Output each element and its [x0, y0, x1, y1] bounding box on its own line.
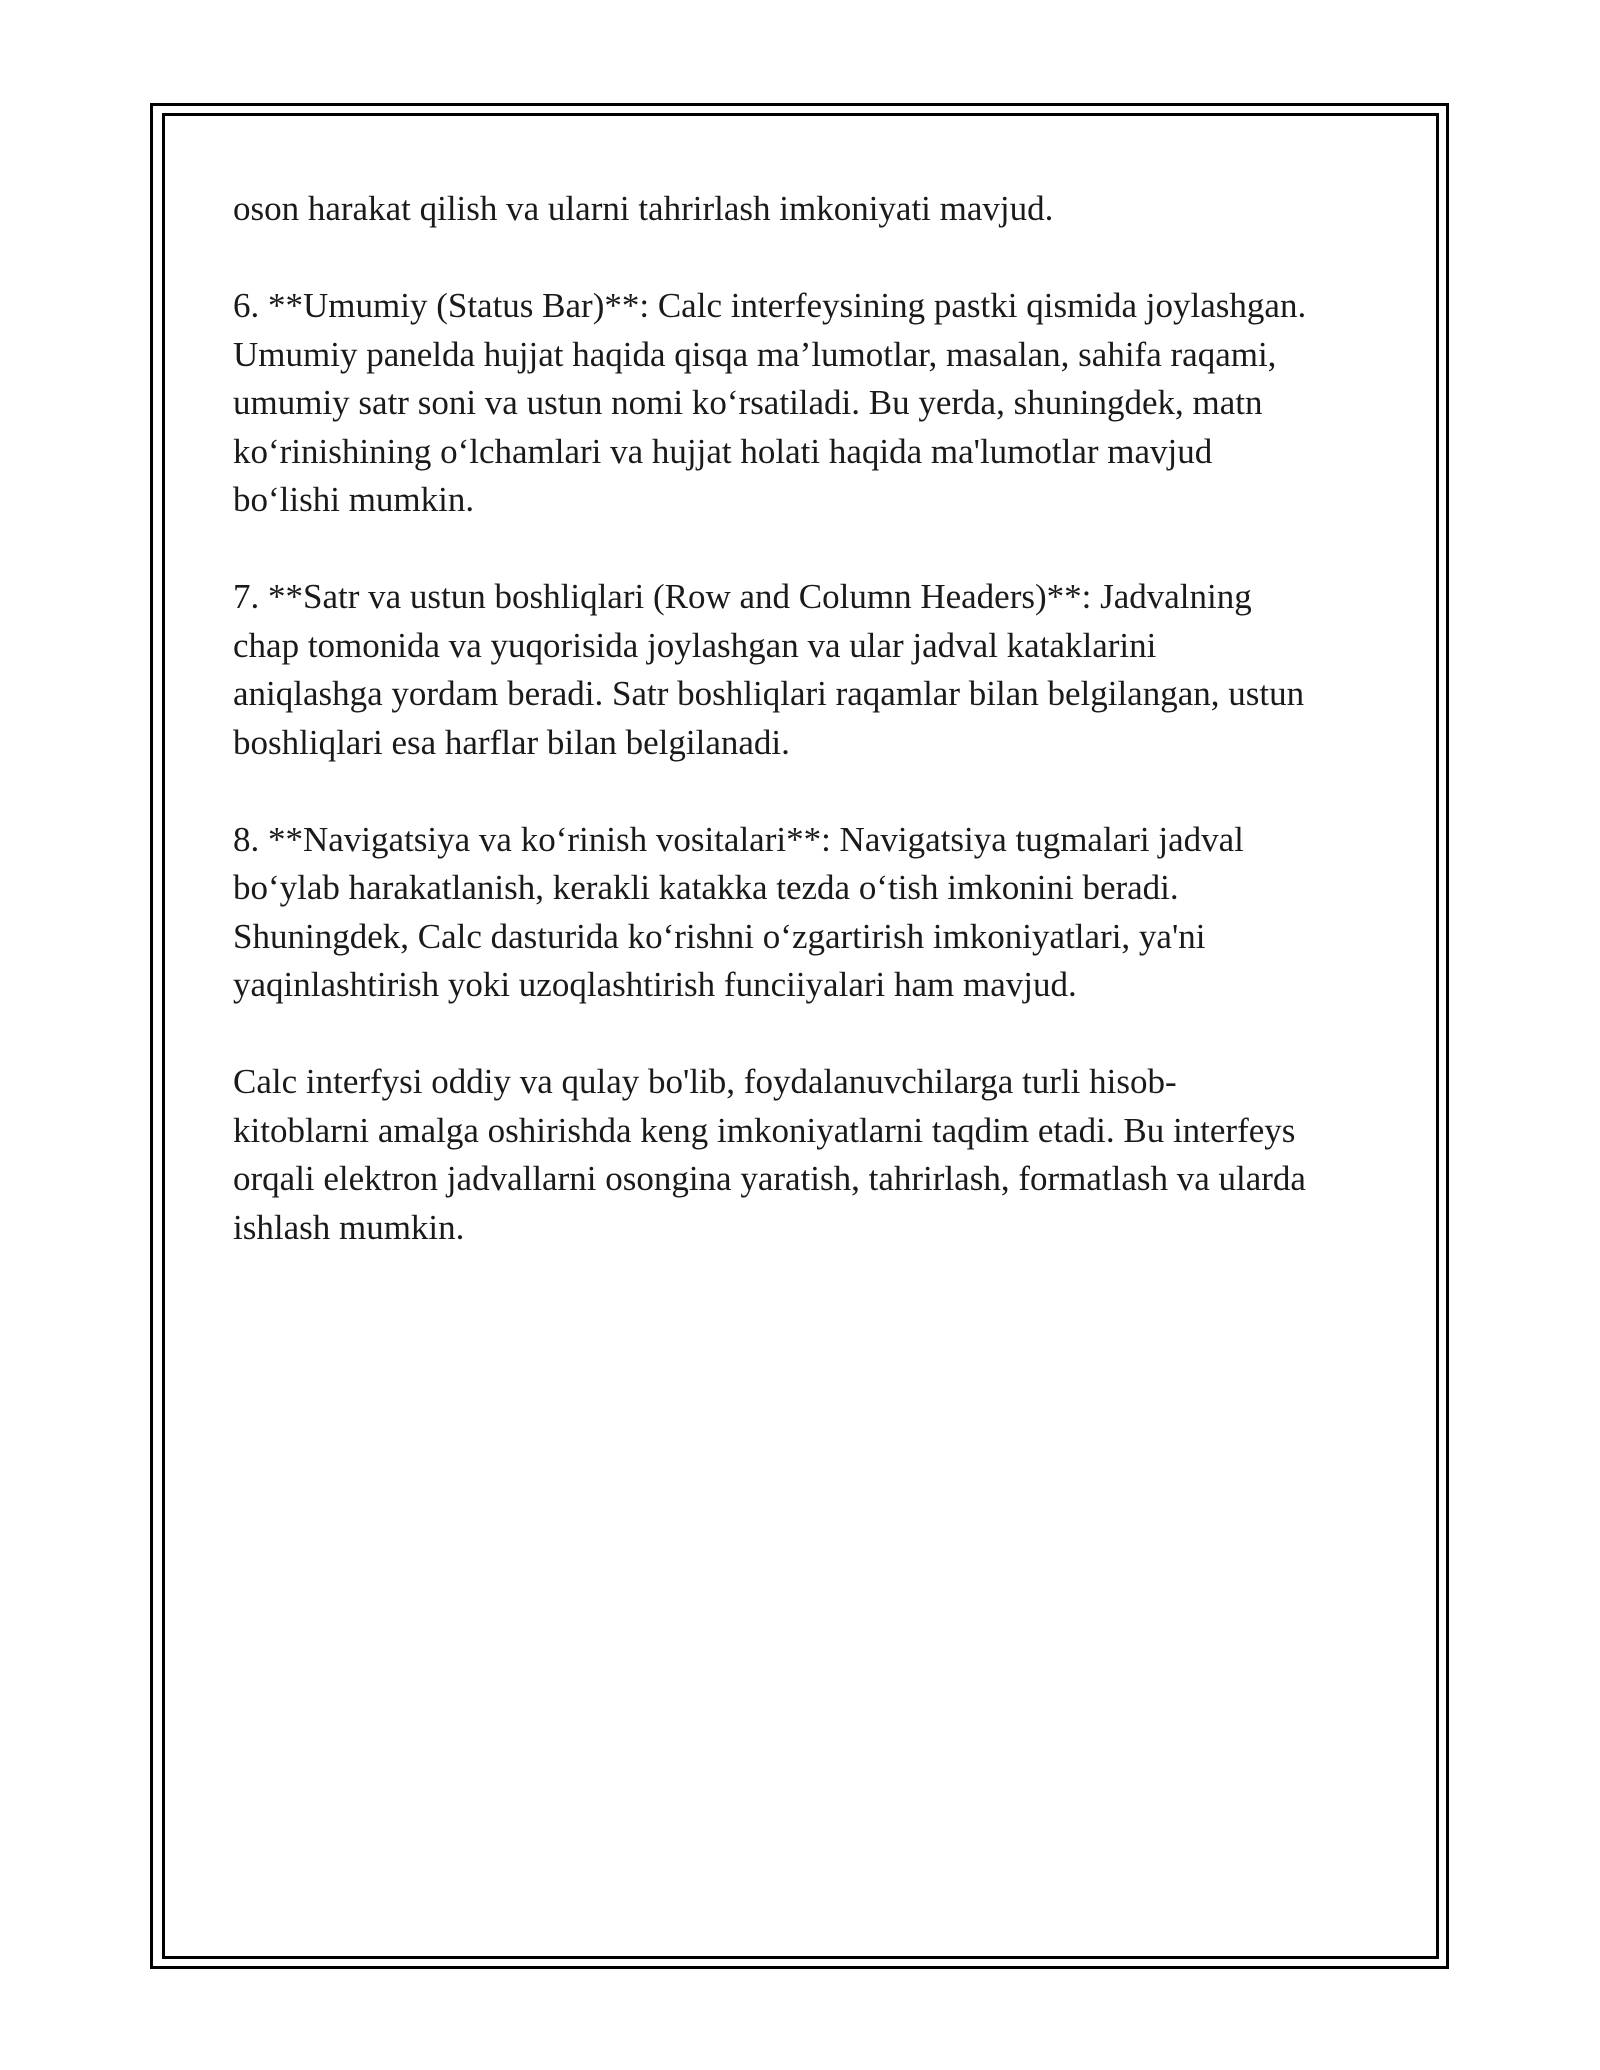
text-line: Umumiy panelda hujjat haqida qisqa ma’lumotlar, masalan, sahifa raqami, [233, 334, 1277, 374]
text-line: boshliqlari esa harflar bilan belgilanadi. [233, 722, 790, 762]
paragraph-gap [233, 525, 1363, 574]
paragraph-gap [233, 1010, 1363, 1059]
text-line: yaqinlashtirish yoki uzoqlashtirish funciiyalari ham mavjud. [233, 965, 1077, 1004]
paragraph-gap [233, 234, 1363, 283]
text-line: aniqlashga yordam beradi. Satr boshliqlari raqamlar bilan belgilangan, ustun [233, 674, 1305, 713]
text-line: 6. **Umumiy (Status Bar)**: Calc interfeysining pastki qismida joylashgan. [233, 286, 1307, 325]
text-line: orqali elektron jadvallarni osongina yaratish, tahrirlash, formatlash va ularda [233, 1159, 1306, 1198]
document-body [233, 185, 1363, 1252]
text-line: chap tomonida va yuqorisida joylashgan va ular jadval kataklarini [233, 625, 1157, 665]
text-line: Calc interfysi oddiy va qulay bo'lib, foydalanuvchilarga turli hisob- [233, 1062, 1177, 1101]
text-line: bo‘ylab harakatlanish, kerakli katakka tezda o‘tish imkonini beradi. [233, 868, 1179, 907]
paragraph-gap [233, 767, 1363, 816]
text-line: 8. **Navigatsiya va ko‘rinish vositalari**: Navigatsiya tugmalari jadval [233, 819, 1244, 859]
text-line: Shuningdek, Calc dasturida ko‘rishni o‘zgartirish imkoniyatlari, ya'ni [233, 916, 1206, 956]
text-line: ishlash mumkin. [233, 1207, 465, 1247]
text-line: ko‘rinishining o‘lchamlari va hujjat holati haqida ma'lumotlar mavjud [233, 431, 1213, 471]
text-line: 7. **Satr va ustun boshliqlari (Row and Column Headers)**: Jadvalning [233, 577, 1252, 616]
text-line: oson harakat qilish va ularni tahrirlash imkoniyati mavjud. [233, 189, 1054, 228]
text-line: bo‘lishi mumkin. [233, 480, 475, 519]
text-line: umumiy satr soni va ustun nomi ko‘rsatiladi. Bu yerda, shuningdek, matn [233, 383, 1263, 422]
text-line: kitoblarni amalga oshirishda keng imkoniyatlarni taqdim etadi. Bu interfeys [233, 1110, 1296, 1150]
